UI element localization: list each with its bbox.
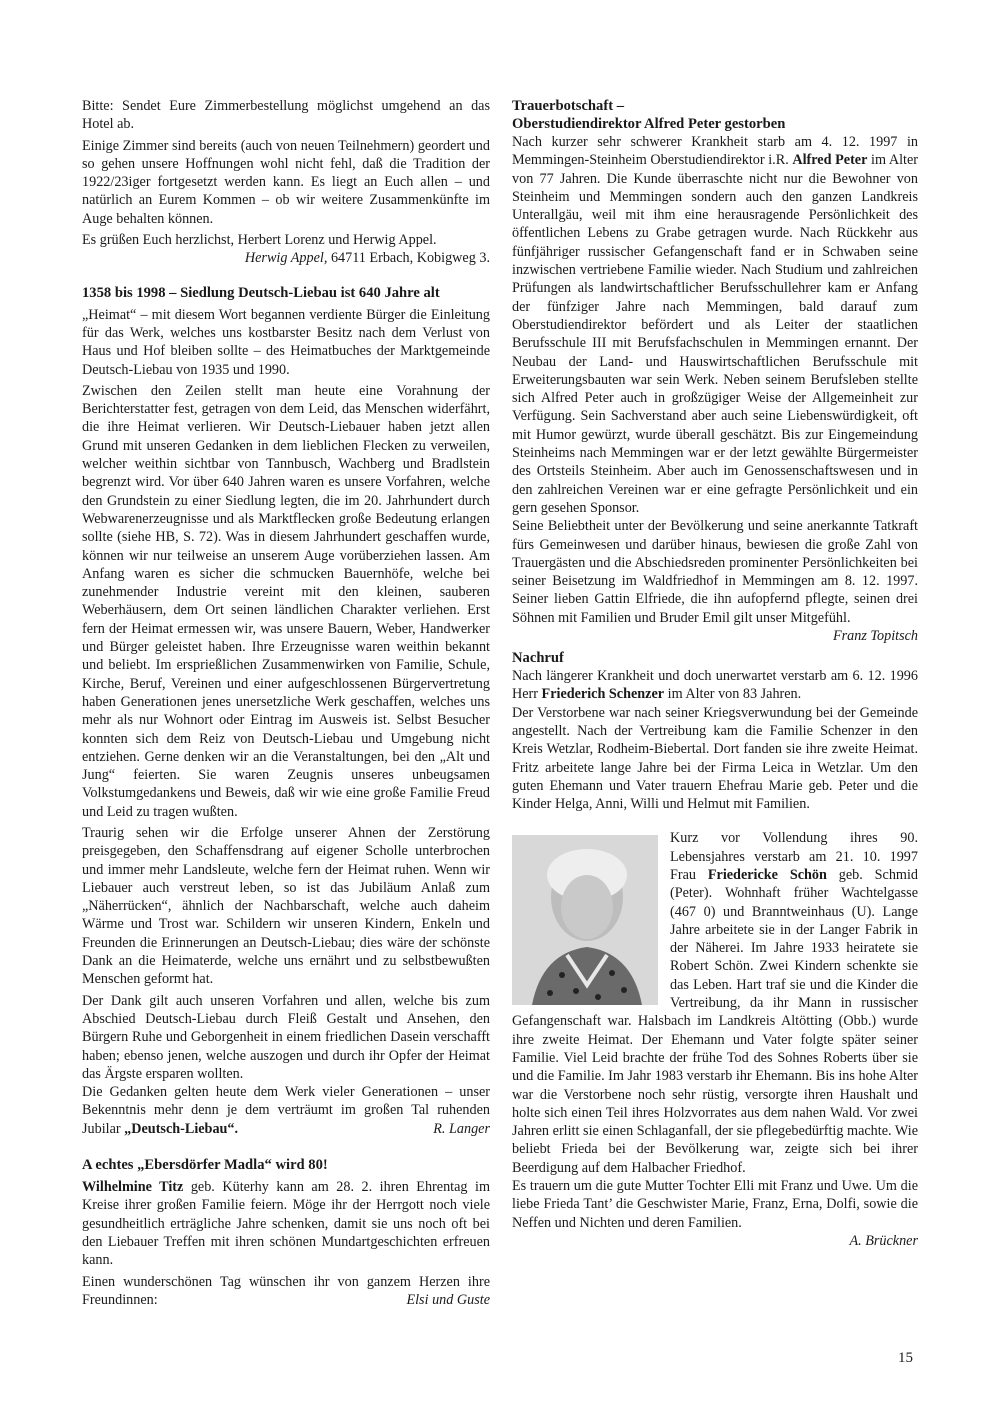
article-wish — [82, 1273, 490, 1310]
article-paragraph: „Heimat“ – mit diesem Wort begannen verdiente Bürger die Einleitung für das Werk, welches uns kostbarster Besitz nach dem Verlust von Haus und Hof bleiben sollte – des Heimatbuches der Marktgemeinde Deutsch-Liebau von 1935 und 1990. — [82, 306, 490, 378]
article-author: Elsi und Guste — [406, 1291, 490, 1308]
obituary-schoen — [512, 829, 918, 1250]
article-text: Nach längerer Krankheit und doch unerwartet verstarb am 6. 12. 1996 Herr — [512, 668, 918, 703]
article-text: Seine Beliebtheit unter der Bevölkerung und seine anerkannte Tatkraft fürs Gemeinwesen und darüber hinaus, bewiesen die große Zahl von Trauergästen und die Abschiedsreden prominenter Persönlichkeiten bei seiner Beisetzung im Waldfriedhof in Memmingen am 8. 12. 1997. Seiner lieben Gattin Elfriede, die ihn aufopfernd pflegte, seinen drei Söhnen mit Familien und Bruder Emil gilt unser Mitgefühl. — [512, 518, 918, 626]
article-title: A echtes „Ebersdörfer Madla“ wird 80! — [82, 1157, 328, 1174]
title-line: Trauerbotschaft – — [512, 98, 625, 114]
article-author: R. Langer — [433, 1120, 490, 1137]
person-name: Friedericke Schön — [707, 866, 827, 883]
article-text: Kurz vor Vollendung ihres 90. Lebensjahres verstarb am 21. 10. 1997 Frau — [670, 830, 918, 883]
person-name: Alfred Peter — [792, 152, 868, 169]
intro-paragraph: Einige Zimmer sind bereits (auch von neuen Teilnehmern) geordert und so gehen unsere Hoffnungen wohl nicht fehl, daß die Tradition der 1922/23iger fortgesetzt werden kann. Es liegt an Euch allen – und natürlich an Eurem Kommen – ob wir weitere Zusammenkünfte im Auge behalten können. — [82, 137, 490, 227]
article-text: geb. Schmid (Peter). Wohnhaft früher Wachtelgasse (467 0) und Branntweinhaus (U). Lange Jahre arbeitete sie in der Langer Fabrik in der Näherei. Im Jahre 1933 heiratete sie Robert Schön. Zwei Kindern schenkte sie das Leben. Hart traf sie und die Kinder die Vertreibung, da ihr Mann in russischer Gefangenschaft war. Halsbach im Landkreis Altötting (Obb.) wurde ihre zweite Heimat. Der Ehemann und Vater folgte später seiner Familie. Viel Leid brachte der frühe Tod des Sohnes Roberts über sie und die Familie. Im Jahr 1983 verstarb ihr Ehemann. Bis ins hohe Alter war die Verstorbene noch sehr rüstig, versorgte ihren Haushalt und holte sich einen Teil ihres Holzvorrates aus dem nahen Wald. Vor zwei Jahren erlitt sie einen Schlaganfall, der sie pflegebedürftig machte. Wie beliebt Frieda bei der Bevölkerung war, zeigte sich bei ihrer Beerdigung auf dem Halbacher Friedhof. — [512, 866, 918, 1176]
article-paragraph — [82, 1178, 490, 1269]
article-title: Nachruf — [512, 650, 564, 667]
closing-text: Die Gedanken gelten heute dem Werk vieler Generationen – unser Bekenntnis mehr denn je dem verträumt im großen Tal ruhenden Jubilar — [82, 1084, 490, 1137]
article-text: geb. Küterhy kann am 28. 2. ihren Ehrentag im Kreise ihrer großen Familie feiern. Möge ihr der Herrgott noch viele gesundheitlich erträgliche Jahre schenken, damit sie uns noch oft bei den Liebauer Treffen mit ihren schönen Mundartgeschichten erfreuen kann. — [82, 1179, 490, 1269]
article-paragraph: Der Verstorbene war nach seiner Kriegsverwundung bei der Gemeinde angestellt. Nach der Vertreibung kam die Familie Schenzer in den Kreis Wetzlar, Rodheim-Biebertal. Dort fanden sie ihre zweite Heimat. Fritz arbeitete lange Jahre bei der Firma Leica in Wetzlar. Um den guten Ehemann und Vater trauern Ehefrau Marie geb. Peter und die Kinder Helga, Anni, Willi und Helmut mit Familien. — [512, 704, 918, 813]
article-paragraph: Zwischen den Zeilen stellt man heute eine Vorahnung der Berichterstatter fest, getragen von dem Leid, das Menschen widerfährt, die ihre Heimat verlieren. Wir Deutsch-Liebauer haben jetzt allen Grund mit unseren Gedanken in dem lieblichen Flecken zu verweilen, welcher weithin sichtbar von Tannbusch, Wachberg und Bradlstein begrenzt wird. Vor über 640 Jahren waren es unsere Vorfahren, welche den Grundstein zu einer Siedlung legten, die im 20. Jahrhundert durch Webwarenerzeugnisse und als Marktflecken große Bedeutung erlangen sollte (siehe HB, S. 72). Was in diesem Jahrhundert geschaffen wurde, können wir nur teilweise an unserem Auge vorüberziehen lassen. Am Anfang waren es sicher die schmucken Bauernhöfe, welche bei zunehmender Industrie vereint mit den kleinen, sauberen Weberhäusern, dem Ort seinen ländlichen Charakter verliehen. Erst fern der Heimat ermessen wir, was unsere Bauern, Weber, Handwerker und Bürger geleistet haben. Ihre Erzeugnisse waren weithin bekannt und beliebt. Im ersprießlichen Zusammenwirken von Familie, Schule, Kirche, Beruf, Vereinen und einer aufgeschlossenen Bürgervertretung haben Generationen jenes unersetzliche Werk geschaffen, welches uns mehr als nur Wohnort oder Eintrag im Ausweis ist. Selbst Besucher konnten sich dem Reiz von Deutsch-Liebau und Umgebung nicht entziehen. Gerne denken wir an die Veranstaltungen, bei den „Alt und Jung“ feierten. Sie waren Zeugnis unseres unbeugsamen Volkstumgedankens und Beweis, daß wir wie eine große Familie Freud und Leid zu tragen wußten. — [82, 382, 490, 820]
closing-bold: „Deutsch-Liebau“. — [124, 1120, 239, 1137]
left-column — [82, 97, 490, 1309]
intro-signature-address: 64711 Erbach, Kobigweg 3. — [327, 250, 490, 267]
article-text: im Alter von 77 Jahren. Die Kunde überraschte nicht nur die Bewohner von Steinheim und Memmingen sondern auch den ganzen Landkreis Unterallgäu, weil mit ihm eine herausragende Persönlichkeit des öffentlichen Lebens zu Grabe getragen wurde. Nach Rückkehr aus fünfjähriger russischer Gefangenschaft fand er in Schwaben seine inzwischen vertriebene Familie wieder. Nach Studium und zahlreichen Prüfungen als landwirtschaftlicher Berufsschullehrer kam er Anfang der fünfziger Jahre nach Memmingen, bald darauf zum Oberstudiendirektor befördert und als Leiter der staatlichen Berufsschule III mit Berufsfachschulen in Memmingen ernannt. Der Neubau der Land- und Hauswirtschaftlichen Berufsschule mit Erweiterungsbauten war sein Werk. Neben seinem Berufsleben stellte sich Alfred Peter auch in großzügiger Weise der Allgemeinheit zur Verfügung. Sein Sachverstand aber auch seine Liebenswürdigkeit, oft mit Humor gewürzt, wurde überall geschätzt. Bis zur Eingemeindung Steinheims nach Memmingen war er der letzt gewählte Bürgermeister des Ortsteils Steinheim. Aber auch im Genossenschaftswesen und in den zahlreichen Vereinen war er eine gefragte Persönlichkeit und ein gern gesehen Sponsor. — [512, 152, 918, 516]
article-paragraph — [512, 517, 918, 645]
portrait-image — [512, 835, 658, 1005]
article-paragraph: Traurig sehen wir die Erfolge unserer Ahnen der Zerstörung preisgegeben, den Schaffensdrang auf eigener Scholle unterbrochen und immer mehr Landsleute, welche fern der Heimat ruhen. Wenn wir Liebauer auch verstreut leben, so ist das Jubiläum Anlaß zum „Näherrücken“, ähnlich der Nachbarschaft, welche auch daheim Wärme und Trost war. Schildern wir unseren Kindern, Enkeln und Freunden die Erinnerungen an Deutsch-Liebau; dies wäre der schönste Dank an die Heimaterde, welche uns ernährt und zu selbstbewußten Menschen geformt hat. — [82, 824, 490, 988]
person-name: Wilhelmine Titz — [82, 1179, 184, 1196]
intro-paragraph: Es grüßen Euch herzlichst, Herbert Lorenz und Herwig Appel. — [82, 232, 437, 249]
article-paragraph — [512, 667, 918, 704]
article-text: Nach kurzer sehr schwerer Krankheit starb am 4. 12. 1997 in Memmingen-Steinheim Oberstudiendirektor i.R. — [512, 134, 918, 169]
article-paragraph: Es trauern um die gute Mutter Tochter Elli mit Franz und Uwe. Um die liebe Frieda Tant’ die Geschwister Marie, Franz, Erna, Dolfi, sowie die Neffen und Nichten und deren Familien. — [512, 1178, 918, 1231]
person-name: Friederich Schenzer — [541, 686, 665, 703]
right-column — [512, 97, 918, 1253]
portrait-photo — [512, 835, 658, 1005]
article-title: 1358 bis 1998 – Siedlung Deutsch-Liebau ist 640 Jahre alt — [82, 284, 440, 301]
article-author: Franz Topitsch — [832, 628, 918, 645]
article-paragraph — [512, 133, 918, 517]
intro-signature — [82, 249, 490, 267]
article-text: im Alter von 83 Jahren. — [664, 686, 802, 703]
page-number: 15 — [898, 1350, 913, 1366]
article-closing — [82, 1083, 490, 1138]
article-paragraph: Der Dank gilt auch unseren Vorfahren und allen, welche bis zum Abschied Deutsch-Liebau durch Fleiß Gestalt und Ansehen, den Bürgern Ruhe und Geborgenheit in einem friedlichen Dasein verschafft haben; ebenso jenen, welche auszogen und durch ihr Opfer der Heimat das Ärgste ersparen wollten. — [82, 992, 490, 1082]
wish-text: Einen wunderschönen Tag wünschen ihr von ganzem Herzen ihre Freundinnen: — [82, 1273, 490, 1308]
intro-paragraph: Bitte: Sendet Eure Zimmerbestellung möglichst umgehend an das Hotel ab. — [82, 98, 490, 133]
article-author: A. Brückner — [849, 1232, 918, 1249]
intro-signature-name: Herwig Appel, — [244, 250, 328, 267]
article-title — [512, 97, 918, 133]
title-line: Oberstudiendirektor Alfred Peter gestorben — [512, 116, 786, 132]
